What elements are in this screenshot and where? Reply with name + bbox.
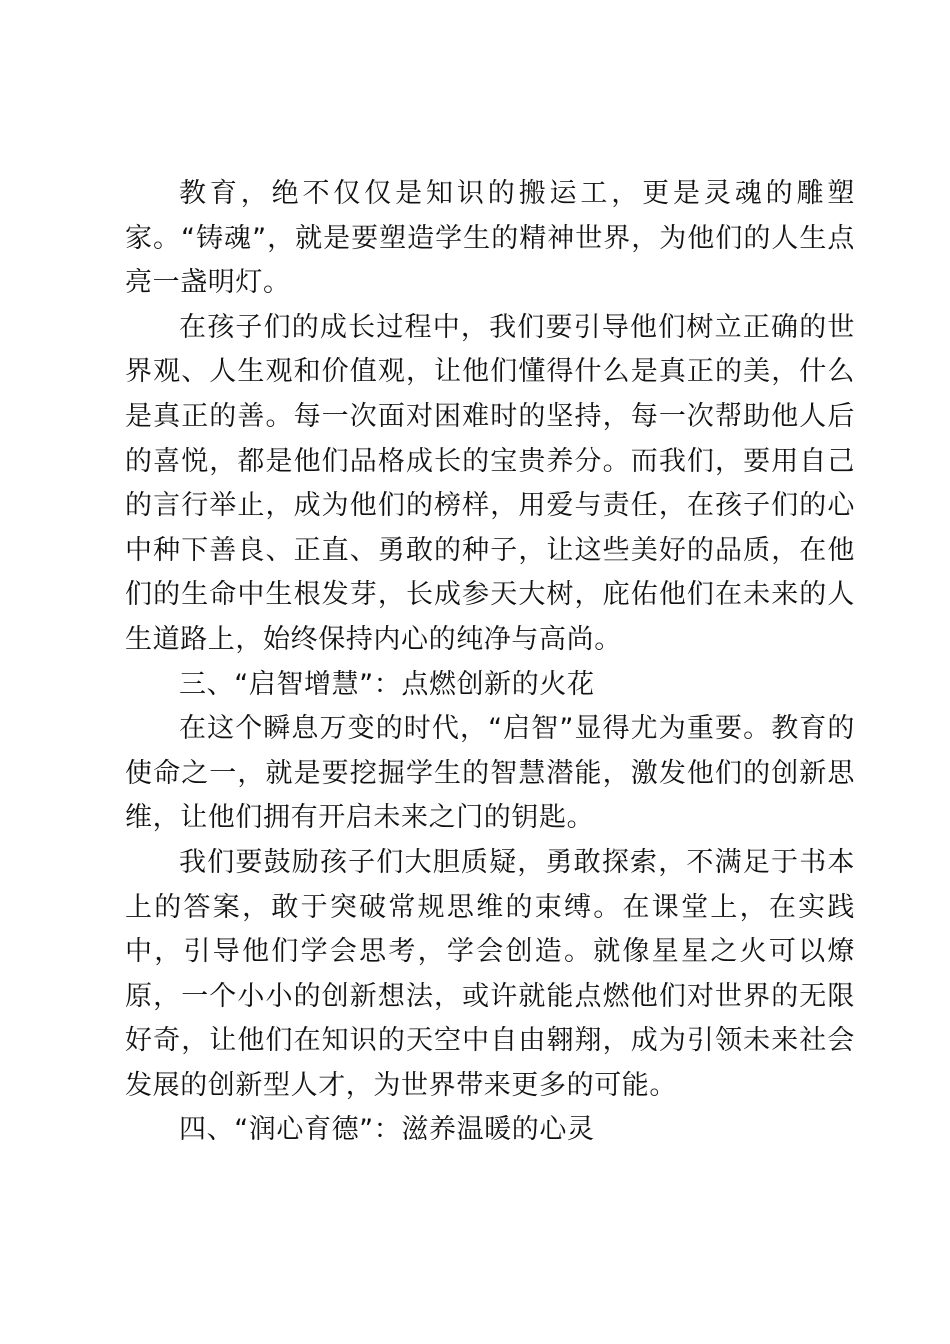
section-heading-four: 四、“润心育德”：滋养温暖的心灵 (179, 1114, 595, 1146)
section-heading-three: 三、“启智增慧”：点燃创新的火花 (179, 668, 595, 700)
paragraph-soul-shaping-intro: 教育，绝不仅仅是知识的搬运工，更是灵魂的雕塑家。“铸魂”，就是要塑造学生的精神世界，为他们的人生点亮一盏明灯。 (125, 178, 855, 299)
document-body (125, 172, 855, 1153)
paragraph-wisdom-intro: 在这个瞬息万变的时代，“启智”显得尤为重要。教育的使命之一，就是要挖掘学生的智慧潜能，激发他们的创新思维，让他们拥有开启未来之门的钥匙。 (125, 713, 855, 834)
paragraph-innovation: 我们要鼓励孩子们大胆质疑，勇敢探索，不满足于书本上的答案，敢于突破常规思维的束缚。在课堂上，在实践中，引导他们学会思考，学会创造。就像星星之火可以燎原，一个小小的创新想法，或许就能点燃他们对世界的无限好奇，让他们在知识的天空中自由翱翔，成为引领未来社会发展的创新型人才，为世界带来更多的可能。 (125, 846, 855, 1101)
paragraph-character-growth: 在孩子们的成长过程中，我们要引导他们树立正确的世界观、人生观和价值观，让他们懂得什么是真正的美，什么是真正的善。每一次面对困难时的坚持，每一次帮助他人后的喜悦，都是他们品格成长的宝贵养分。而我们，要用自己的言行举止，成为他们的榜样，用爱与责任，在孩子们的心中种下善良、正直、勇敢的种子，让这些美好的品质，在他们的生命中生根发芽，长成参天大树，庇佑他们在未来的人生道路上，始终保持内心的纯净与高尚。 (125, 311, 855, 655)
